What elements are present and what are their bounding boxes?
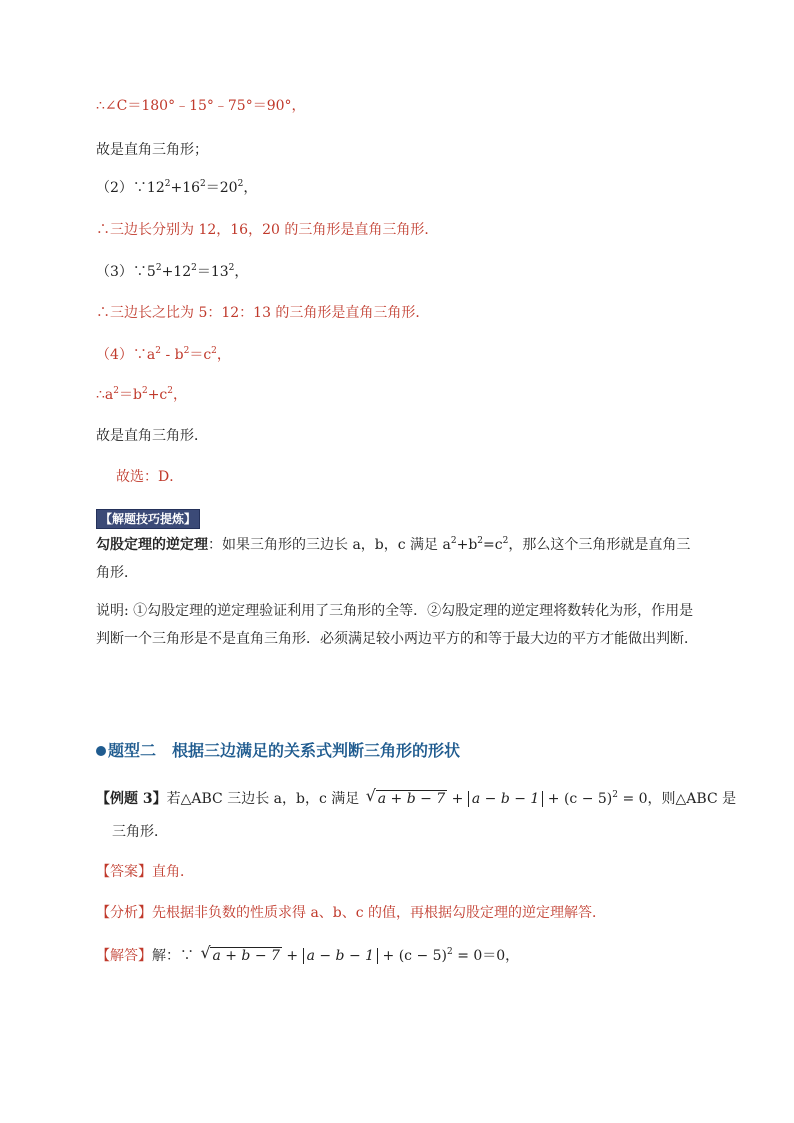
line-conclusion-2: ∴三边长分别为 12，16，20 的三角形是直角三角形． xyxy=(96,222,439,238)
solution-label: 【解答】 xyxy=(96,948,152,964)
section-heading: 题型二 根据三边满足的关系式判断三角形的形状 xyxy=(96,740,460,762)
line-conclusion-1: 故是直角三角形； xyxy=(96,142,208,158)
radical-icon-2: √ xyxy=(200,943,211,962)
bullet-icon xyxy=(96,746,106,756)
example-question-cont: 三角形． xyxy=(112,824,168,840)
sqrt-expression: √ a + b − 7 xyxy=(365,786,446,807)
line-part-4-derive: $\therefore a^2=b^2+c^2$， xyxy=(96,386,188,403)
radical-icon: √ xyxy=(365,786,376,805)
example-question: 【例题 3】若△ABC 三边长 a，b，c 满足 √ $a + b - 7 + a - b - 1 + (c - 5)^2 = 0$，则△ABC 是 xyxy=(96,786,737,807)
answer-label: 【答案】 xyxy=(96,864,152,880)
line-conclusion-4: 故是直角三角形． xyxy=(96,428,208,444)
tip-note: 说明: ①勾股定理的逆定理验证利用了三角形的全等．②勾股定理的逆定理将数转化为形，作用是判断一个三角形是不是直角三角形．必须满足较小两边平方的和等于最大边的平方才能做出判断． xyxy=(96,603,698,647)
tip-theorem: 勾股定理的逆定理：如果三角形的三边长 a，b，c 满足 $a^2+b^2=c^2$，那么这个三角形就是直角三角形． xyxy=(96,536,691,581)
line-choice: 故选：D． xyxy=(116,469,184,485)
line-part-3: $(3)\because 5^2+12^2=13^2$， xyxy=(96,263,249,280)
abs-expression: a − b − 1 xyxy=(468,791,543,807)
line-angle-c: ∴∠C＝180°﹣15°﹣75°＝90°， xyxy=(96,98,306,114)
example-label: 【例题 3】 xyxy=(96,791,167,807)
analysis-label: 【分析】 xyxy=(96,905,152,921)
abs-expression-2: a − b − 1 xyxy=(303,948,378,964)
tip-label: 【解题技巧提炼】 xyxy=(96,509,200,529)
line-part-2: $(2)\because 12^2+16^2=20^2$， xyxy=(96,179,258,196)
line-part-4: $(4)\because a^2 - b^2=c^2$， xyxy=(96,346,231,363)
analysis-line: 【分析】先根据非负数的性质求得 a、b、c 的值，再根据勾股定理的逆定理解答． xyxy=(96,905,607,921)
sqrt-expression-2: √ a + b − 7 xyxy=(200,943,280,964)
answer-line: 【答案】直角． xyxy=(96,864,194,880)
solution-line: 【解答】解：∵ √ $a + b - 7 + a - b - 1 + (c - 5)^2 = 0=0$， xyxy=(96,943,520,964)
line-conclusion-3: ∴三边长之比为 5：12：13 的三角形是直角三角形． xyxy=(96,305,430,321)
tip-term: 勾股定理的逆定理 xyxy=(96,537,208,553)
